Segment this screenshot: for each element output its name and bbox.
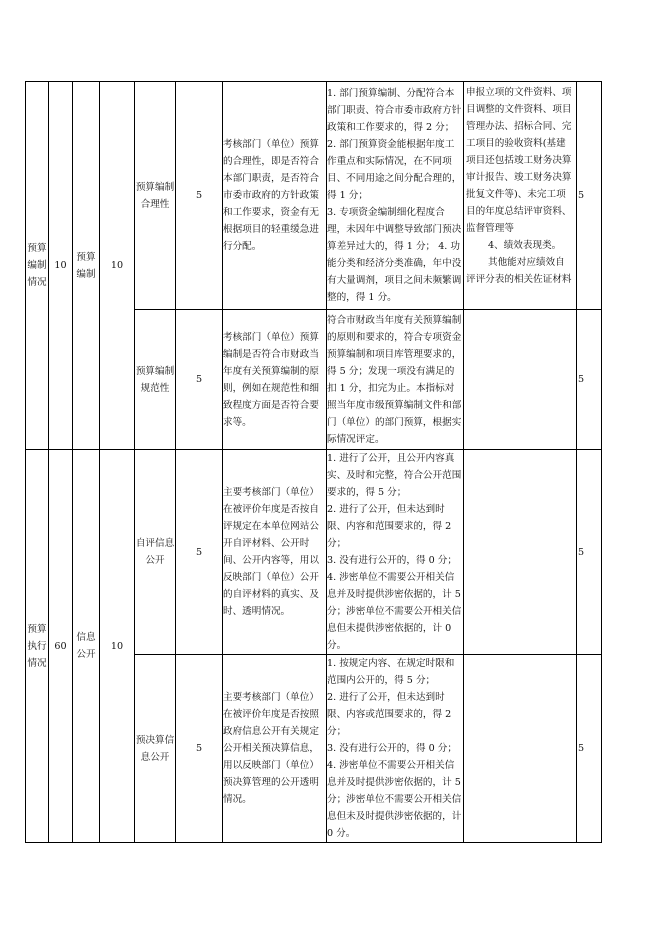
criteria-line: 3. 没有进行公开的，得 0 分； <box>327 743 457 754</box>
criteria-line: 1. 按规定内容、在规定时限和范围内公开的，得 5 分； <box>327 658 455 686</box>
level3-indicator: 预决算信息公开 <box>135 655 176 843</box>
score-value: 5 <box>577 310 602 450</box>
scoring-criteria <box>327 655 464 843</box>
level2-indicator: 信息公开 <box>73 450 100 843</box>
indicator-description: 考核部门（单位）预算编制是否符合市财政当年度有关预算编制的原则，例如在规范性和细致程度方面是否符合要求等。 <box>223 310 327 450</box>
level1-score: 60 <box>49 450 73 843</box>
criteria-line: 1. 进行了公开，且公开内容真实、及时和完整，符合公开范围要求的，得 5 分； <box>327 453 462 498</box>
evaluation-table <box>25 81 602 843</box>
scoring-criteria <box>327 450 464 655</box>
level3-indicator: 预算编制合理性 <box>135 82 176 310</box>
level1-score: 10 <box>49 82 73 450</box>
criteria-line: 2. 进行了公开，但未达到时限、内容和范围要求的，得 2 分； <box>327 504 452 549</box>
level3-score: 5 <box>176 82 223 310</box>
level3-indicator: 预算编制规范性 <box>135 310 176 450</box>
scoring-criteria <box>327 310 464 450</box>
indicator-description: 主要考核部门（单位）在被评价年度是否按自评规定在本单位网站公开自评材料、公开时间、公开内容等，用以反映部门（单位）公开的自评材料的真实、及时、透明情况。 <box>223 450 327 655</box>
scoring-criteria <box>327 82 464 310</box>
criteria-line: 2. 部门预算资金能根据年度工作重点和实际情况，在不同项目、不同用途之间分配合理的，得 1 分； <box>327 139 462 201</box>
evidence-empty <box>464 450 577 655</box>
score-value: 5 <box>577 82 602 310</box>
level3-score: 5 <box>176 450 223 655</box>
criteria-line: 4. 涉密单位不需要公开相关信息并及时提供涉密依据的，计 5 分；涉密单位不需要公开相关信息但未及时提供涉密依据的，计 0 分。 <box>327 760 462 839</box>
criteria-line: 4. 涉密单位不需要公开相关信息并及时提供涉密依据的，计 5 分；涉密单位不需要公开相关信息但未提供涉密依据的，计 0 分。 <box>327 572 462 651</box>
level2-indicator: 预算编制 <box>73 82 100 450</box>
criteria-line: 1. 部门预算编制、分配符合本部门职责、符合市委市政府方针政策和工作要求的，得 2 分； <box>327 88 462 133</box>
table-row <box>26 450 602 655</box>
level3-indicator: 自评信息公开 <box>135 450 176 655</box>
evidence-empty <box>464 655 577 843</box>
level3-score: 5 <box>176 310 223 450</box>
level2-score: 10 <box>100 450 135 843</box>
level1-indicator: 预算编制情况 <box>26 82 49 450</box>
evidence-text: 申报立项的文件资料、项目调整的文件资料、项目管理办法、招标合同、完工项目的验收资料(基建项目还包括竣工财务决算审计报告、竣工财务决算批复文件等)、未完工项目的年度总结评审资料、监督管理等 <box>466 87 572 234</box>
evidence-materials <box>464 82 577 310</box>
score-value: 5 <box>577 655 602 843</box>
criteria-line: 符合市财政当年度有关预算编制的原则和要求的，符合专项资金预算编制和项目库管理要求的，得 5 分；发现一项没有满足的扣 1 分，扣完为止。本指标对照当年度市级预算编制文件和部门（单位）的部门预算，根据实际情况评定。 <box>327 314 462 445</box>
evidence-other: 其他能对应绩效自评评分表的相关佐证材料 <box>466 257 572 285</box>
evidence-item4: 4、绩效表现类。 <box>488 240 562 251</box>
table-row <box>26 82 602 310</box>
criteria-line: 3. 没有进行公开的，得 0 分； <box>327 555 457 566</box>
level1-indicator: 预算执行情况 <box>26 450 49 843</box>
indicator-description: 考核部门（单位）预算的合理性，即是否符合本部门职责，是否符合市委市政府的方针政策和工作要求，资金有无根据项目的轻重缓急进行分配。 <box>223 82 327 310</box>
score-value: 5 <box>577 450 602 655</box>
criteria-line: 2. 进行了公开，但未达到时限、内容或范围要求的，得 2 分； <box>327 692 452 737</box>
level3-score: 5 <box>176 655 223 843</box>
criteria-line: 3. 专项资金编制细化程度合理，未因年中调整导致部门预决算差异过大的，得 1 分； 4. 功能分类和经济分类准确，年中没有大量调剂，项目之间未频繁调整的，得 1 分。 <box>327 207 462 303</box>
level2-score: 10 <box>100 82 135 450</box>
evidence-empty <box>464 310 577 450</box>
indicator-description: 主要考核部门（单位）在被评价年度是否按照政府信息公开有关规定公开相关预决算信息，用以反映部门（单位）预决算管理的公开透明情况。 <box>223 655 327 843</box>
